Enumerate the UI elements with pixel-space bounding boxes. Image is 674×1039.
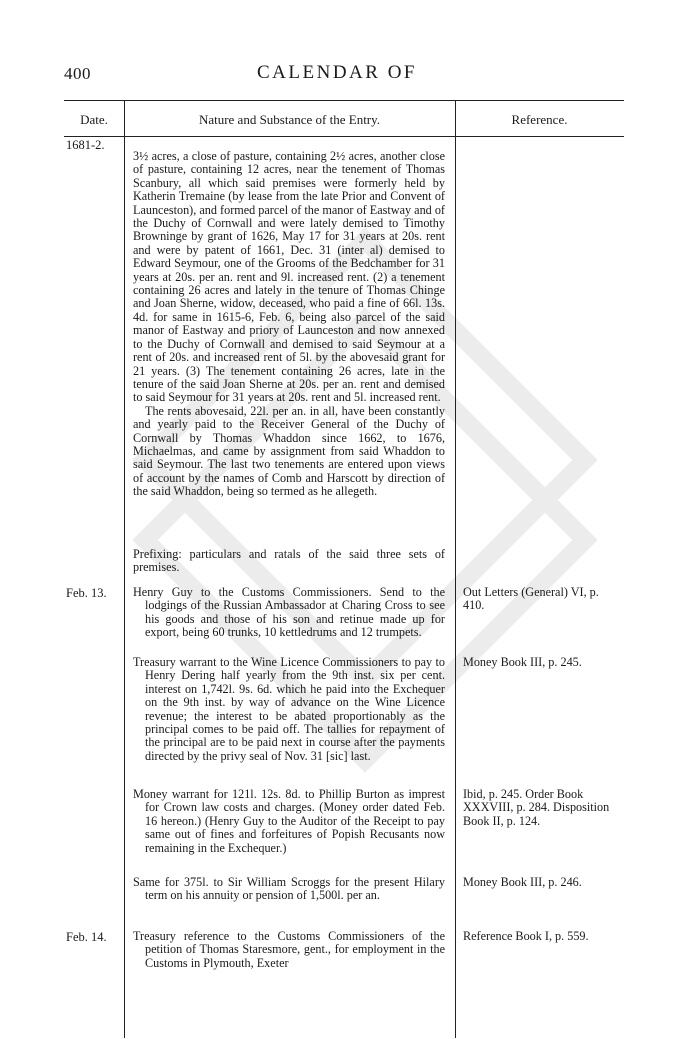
entry-paragraph: Same for 375l. to Sir William Scroggs for the present Hilary term on his annuity or pension of 1,500l. per an. [133, 875, 445, 903]
table-header-row [64, 100, 624, 137]
column-divider-date [124, 100, 125, 1038]
entry-reference: Reference Book I, p. 559. [463, 929, 589, 943]
entry-text [133, 586, 445, 640]
entry-paragraph: Money warrant for 121l. 12s. 8d. to Phillip Burton as imprest for Crown law costs and charges. (Money order dated Feb. 16 hereon.) (Henry Guy to the Auditor of the Receipt to pay same out of fines and forfeitures of Popish Recusants now remaining in the Exchequer.) [133, 787, 445, 855]
entry-date: Feb. 13. [66, 586, 107, 600]
entry-text [133, 788, 445, 855]
entry-reference: Ibid, p. 245. Order Book XXXVIII, p. 284. Disposition Book II, p. 124. [463, 787, 610, 828]
column-header-reference: Reference. [511, 112, 568, 127]
entry-prefixing-note: Prefixing: particulars and ratals of the said three sets of premises. [133, 547, 445, 575]
entry-reference: Money Book III, p. 245. [463, 655, 582, 669]
entry-text [133, 876, 445, 903]
entry-paragraph: 3½ acres, a close of pasture, containing 2½ acres, another close of pasture, containing 12 acres, near the tenement of Thomas Scanbury, all which said premises were formerly held by Katherin Tremaine (by lease from the late Prior and Convent of Launceston), and formed parcel of the manor of Eastway and of the Duchy of Cornwall and were lately demised to Timothy Browninge by grant of 1626, May 17 for 31 years at 20s. rent and were by patent of 1661, Dec. 31 (inter al) demised to Edward Seymour, one of the Grooms of the Bedchamber for 31 years at 20s. per an. rent and 9l. increased rent. (2) a tenement containing 26 acres and lately in the tenure of Thomas Chinge and Joan Sherne, widow, deceased, who paid a fine of 66l. 13s. 4d. for same in 1615-6, Feb. 6, being also parcel of the said manor of Eastway and priory of Launceston and now annexed to the Duchy of Cornwall and demised to said Seymour at a rent of 20s. and increased rent of 5l. by the abovesaid grant for 21 years. (3) The tenement containing 26 acres, late in the tenure of the said Joan Sherne at 20s. per an. rent and demised to said Seymour for 31 years at 20s. rent and 5l. increased rent. [133, 149, 445, 405]
entry-reference: Money Book III, p. 246. [463, 875, 582, 889]
entry-text [133, 930, 445, 970]
entry-reference: Out Letters (General) VI, p. 410. [463, 585, 599, 613]
entry-date: 1681-2. [66, 138, 105, 152]
entry-paragraph: The rents abovesaid, 22l. per an. in all, have been constantly and yearly paid to the Receiver General of the Duchy of Cornwall by Thomas Whaddon since 1662, to 1676, Michaelmas, and came by assignment from said Whaddon to said Seymour. The last two tenements are entered upon views of account by the names of Comb and Harscott by direction of the said Whaddon, being so termed as he allegeth. [133, 403, 445, 499]
entry-paragraph: Henry Guy to the Customs Commissioners. Send to the lodgings of the Russian Ambassador at Charing Cross to see his goods and those of his son and retinue made up for export, being 60 trunks, 10 kettledrums and 12 trumpets. [133, 585, 445, 640]
column-header-nature: Nature and Substance of the Entry. [198, 112, 381, 127]
entry-text [133, 656, 445, 763]
entry-date: Feb. 14. [66, 930, 107, 944]
column-divider-reference [455, 100, 456, 1038]
running-head: CALENDAR OF [257, 62, 417, 83]
entry-text [133, 150, 445, 499]
page-number: 400 [64, 64, 91, 83]
entry-paragraph: Treasury warrant to the Wine Licence Commissioners to pay to Henry Dering half yearly from the 9th inst. six per cent. interest on 1,742l. 9s. 6d. which he paid into the Exchequer on the 9th inst. by way of advance on the Wine Licence revenue; the interest to be abated proportionably as the principal comes to be paid off. The tallies for repayment of the principal are to be paid next in course after the payments directed by the privy seal of Nov. 31 [sic] last. [133, 655, 445, 763]
column-header-date: Date. [80, 112, 108, 127]
entry-paragraph: Treasury reference to the Customs Commissioners of the petition of Thomas Staresmore, gent., for employment in the Customs in Plymouth, Exeter [133, 929, 445, 970]
